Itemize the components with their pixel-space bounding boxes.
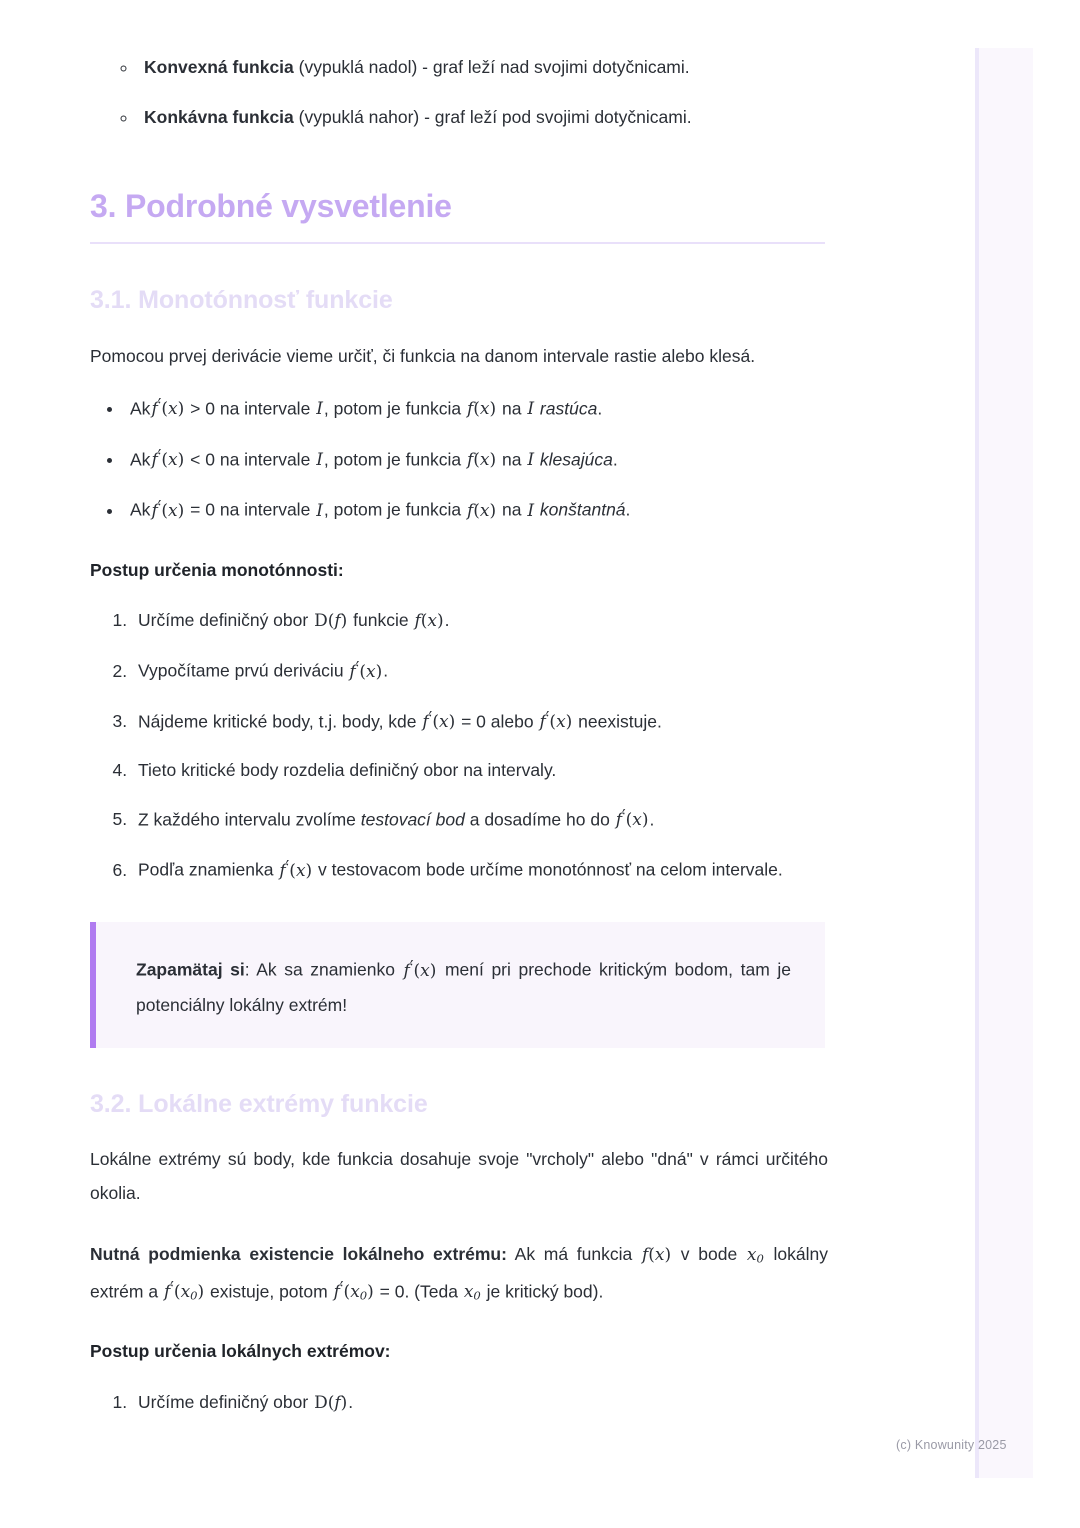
callout-label: Zapamätaj si <box>136 959 245 980</box>
rule-emphasis: klesajúca <box>539 449 613 470</box>
math-derivative: f′(x) <box>422 707 456 733</box>
list-item: 6. Podľa znamienka f′(x) v testovacom bode určíme monotónnosť na celom intervale. <box>132 850 828 888</box>
monotonicity-rules-list <box>90 389 828 528</box>
math-function: f(x) <box>466 399 497 420</box>
math-derivative: f′(x) <box>151 496 185 521</box>
math-domain: D(f) <box>314 1392 348 1413</box>
rule-mid2: na <box>501 449 522 470</box>
math-function: f(x) <box>466 500 497 521</box>
math-interval: I <box>316 399 323 420</box>
rule-prefix: Ak <box>130 499 151 520</box>
list-item <box>124 440 828 478</box>
list-item: 5. Z každého intervalu zvolíme testovací bod a dosadíme ho do f′(x). <box>132 800 828 838</box>
math-function: f(x) <box>641 1244 672 1265</box>
math-interval: I <box>527 399 535 420</box>
math-function: f(x) <box>414 611 444 632</box>
math-derivative-at-point: $f'(x_0)$ <box>163 1277 205 1303</box>
math-interval: I <box>527 500 535 521</box>
necessary-condition-heading: Nutná podmienka existencie lokálneho extrému: <box>90 1243 507 1264</box>
math-derivative: f′(x) <box>279 856 313 881</box>
math-function: f(x) <box>466 450 497 471</box>
rule-prefix: Ak <box>130 449 151 470</box>
emphasis-test-point: testovací bod <box>360 809 465 830</box>
list-item <box>138 100 828 134</box>
necessary-condition-paragraph: Nutná podmienka existencie lokálneho extrému: Ak má funkcia f(x) v bode $x_0$ lokálny extrém a $f'(x_0)$ existuje, potom $f'(x_0) = 0$. (Teda $x_0$ je kritický bod). <box>90 1243 828 1303</box>
subsection-3-2-intro: Lokálne extrémy sú body, kde funkcia dosahuje svoje "vrcholy" alebo "dná" v rámci určitého okolia. <box>90 1149 828 1204</box>
term-label: Konvexná funkcia <box>144 57 294 77</box>
math-domain: D(f) <box>314 611 348 632</box>
rule-suffix: . <box>597 398 603 419</box>
section-heading: 3. Podrobné vysvetlenie <box>90 188 452 225</box>
procedure-heading-extrema: Postup určenia lokálnych extrémov: <box>90 1341 391 1362</box>
math-point: $x_0$ <box>746 1244 764 1266</box>
definition-list <box>90 50 828 134</box>
rule-suffix: . <box>625 499 631 520</box>
rule-prefix: Ak <box>130 398 151 419</box>
extrema-steps-list <box>90 1385 828 1420</box>
term-description: (vypuklá nahor) - graf leží pod svojimi dotyčnicami. <box>293 107 692 128</box>
term-description: (vypuklá nadol) - graf leží nad svojimi dotyčnicami. <box>293 57 690 77</box>
callout-text <box>136 950 791 1022</box>
math-derivative-at-point: $f'(x_0)$ <box>333 1277 374 1303</box>
math-point: $x_0$ <box>463 1282 481 1303</box>
list-item <box>124 389 828 427</box>
math-interval: I <box>316 450 323 471</box>
list-item: 2. Vypočítame prvú deriváciu f′(x). <box>132 651 828 689</box>
subsection-heading-3-2: 3.2. Lokálne extrémy funkcie <box>90 1089 428 1118</box>
rule-suffix: . <box>612 449 618 470</box>
procedure-heading-monotonicity: Postup určenia monotónnosti: <box>90 559 344 580</box>
list-item <box>124 490 828 528</box>
list-item: 1. Určíme definičný obor D(f). <box>132 1385 828 1420</box>
rule-condition: = 0 na intervale <box>190 499 311 520</box>
monotonicity-steps-list <box>90 603 828 888</box>
term-label: Konkávna funkcia <box>144 107 294 128</box>
list-item: 1. Určíme definičný obor D(f) funkcie f(x). <box>132 603 828 638</box>
list-item: 3. Nájdeme kritické body, t.j. body, kde f′(x) = 0 alebo f′(x) neexistuje. <box>132 702 828 740</box>
list-item: 4. Tieto kritické body rozdelia definičný obor na intervaly. <box>132 753 828 787</box>
list-item <box>138 50 828 84</box>
right-side-panel <box>975 48 1033 1478</box>
subsection-heading-3-1: 3.1. Monotónnosť funkcie <box>90 286 393 315</box>
math-derivative: f′(x) <box>151 445 185 471</box>
section-divider <box>90 242 825 244</box>
rule-mid2: na <box>501 499 522 520</box>
rule-emphasis: konštantná <box>539 499 626 520</box>
copyright-watermark: (c) Knowunity 2025 <box>896 1438 1007 1452</box>
callout-text-before: : Ak sa znamienko <box>244 959 395 980</box>
math-interval: I <box>527 450 535 471</box>
subsection-3-1-intro: Pomocou prvej derivácie vieme určiť, či funkcia na danom intervale rastie alebo klesá. <box>90 345 756 366</box>
math-derivative: f′(x) <box>151 394 185 420</box>
rule-mid: , potom je funkcia <box>323 449 462 470</box>
math-derivative: f′(x) <box>539 707 573 733</box>
rule-condition: < 0 na intervale <box>190 449 311 470</box>
math-interval: I <box>316 500 323 521</box>
math-derivative: f′(x) <box>403 955 437 981</box>
rule-mid: , potom je funkcia <box>323 398 462 419</box>
math-derivative: f′(x) <box>349 657 383 682</box>
rule-emphasis: rastúca <box>539 398 598 419</box>
math-derivative: f′(x) <box>615 805 649 831</box>
rule-mid: , potom je funkcia <box>323 499 462 520</box>
rule-condition: > 0 na intervale <box>190 398 311 419</box>
remember-callout <box>90 922 825 1048</box>
callout-text-after: mení pri prechode kritickým bodom, tam je potenciálny lokálny extrém! <box>136 959 791 1015</box>
rule-mid2: na <box>501 398 522 419</box>
